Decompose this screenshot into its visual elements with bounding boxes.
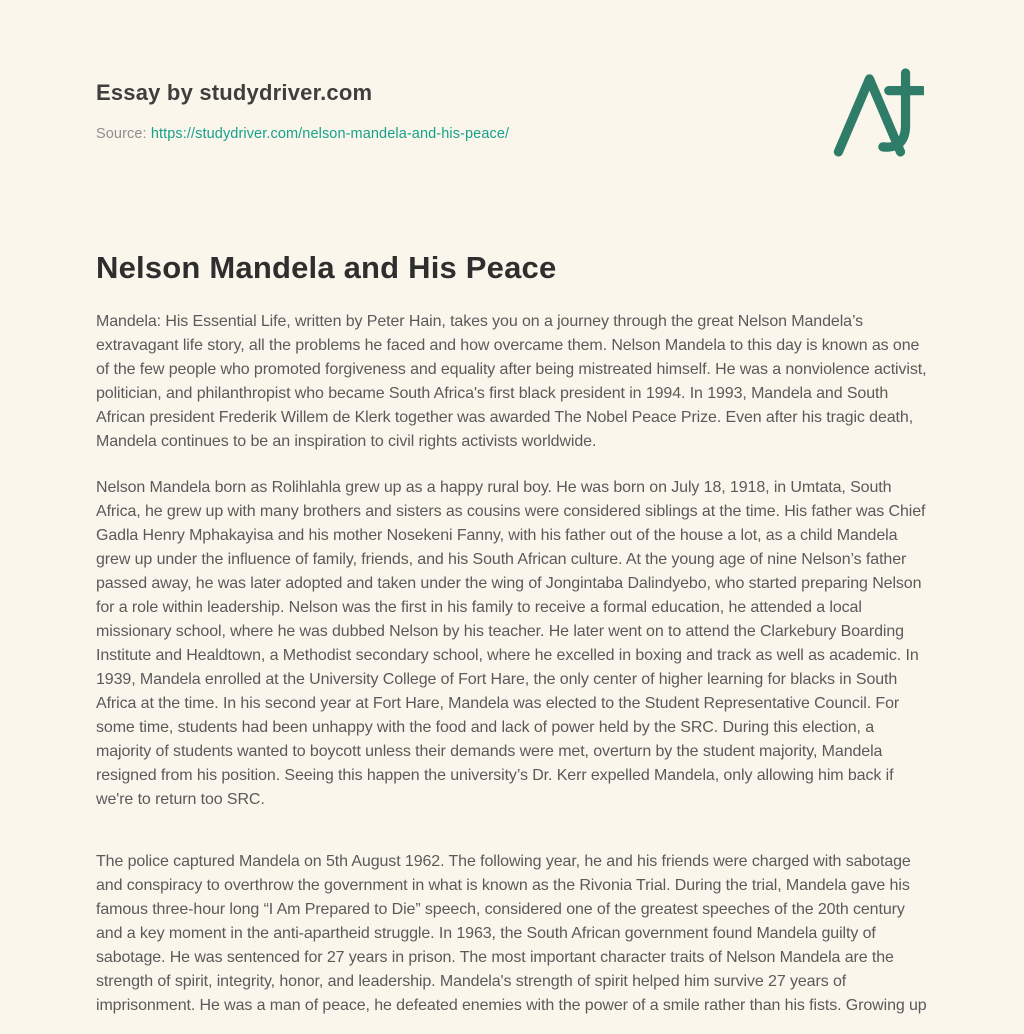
source-line bbox=[96, 126, 928, 142]
source-link[interactable]: https://studydriver.com/nelson-mandela-and-his-peace/ bbox=[150, 126, 510, 142]
source-label: Source: bbox=[96, 126, 147, 142]
essay-body bbox=[96, 310, 928, 1018]
essay-paragraph: The police captured Mandela on 5th August 1962. The following year, he and his friends were charged with sabotage and conspiracy to overthrow the government in what is known as the Rivonia Trial. During the trial, Mandela gave his famous three-hour long “I Am Prepared to Die” speech, considered one of the greatest speeches of the 20th century and a key moment in the anti-apartheid struggle. In 1963, the South African government found Mandela guilty of sabotage. He was sentenced for 27 years in prison. The most important character traits of Nelson Mandela are the strength of spirit, integrity, honor, and leadership. Mandela's strength of spirit helped him survive 27 years of imprisonment. He was a man of peace, he defeated enemies with the power of a smile rather than his fists. Growing up bbox=[96, 852, 927, 1014]
essay-paragraph: Mandela: His Essential Life, written by Peter Hain, takes you on a journey through the great Nelson Mandela’s extravagant life story, all the problems he faced and how overcame them. Nelson Mandela to this day is known as one of the few people who promoted forgiveness and equality after being mistreated himself. He was a nonviolence activist, politician, and philanthropist who became South Africa's first black president in 1994. In 1993, Mandela and South African president Frederik Willem de Klerk together was awarded The Nobel Peace Prize. Even after his tragic death, Mandela continues to be an inspiration to civil rights activists worldwide. bbox=[96, 312, 927, 450]
studydriver-logo-icon bbox=[830, 66, 924, 164]
essay-paragraph: Nelson Mandela born as Rolihlahla grew up as a happy rural boy. He was born on July 18, 1918, in Umtata, South Africa, he grew up with many brothers and sisters as cousins were considered siblings at the time. His father was Chief Gadla Henry Mphakayisa and his mother Nosekeni Fanny, with his father out of the house a lot, as a child Mandela grew up under the influence of family, friends, and his South African culture. At the young age of nine Nelson’s father passed away, he was later adopted and taken under the wing of Jongintaba Dalindyebo, who started preparing Nelson for a role within leadership. Nelson was the first in his family to receive a formal education, he attended a local missionary school, where he was dubbed Nelson by his teacher. He later went on to attend the Clarkebury Boarding Institute and Healdtown, a Methodist secondary school, where he excelled in boxing and track as well as academic. In 1939, Mandela enrolled at the University College of Fort Hare, the only center of higher learning for blacks in South Africa at the time. In his second year at Fort Hare, Mandela was elected to the Student Representative Council. For some time, students had been unhappy with the food and lack of power held by the SRC. During this election, a majority of students wanted to boycott unless their demands were met, overturn by the student majority, Mandela resigned from his position. Seeing this happen the university’s Dr. Kerr expelled Mandela, only allowing him back if we're to return too SRC. bbox=[96, 478, 926, 808]
essay-title: Nelson Mandela and His Peace bbox=[96, 250, 557, 285]
essay-byline: Essay by studydriver.com bbox=[96, 80, 373, 105]
